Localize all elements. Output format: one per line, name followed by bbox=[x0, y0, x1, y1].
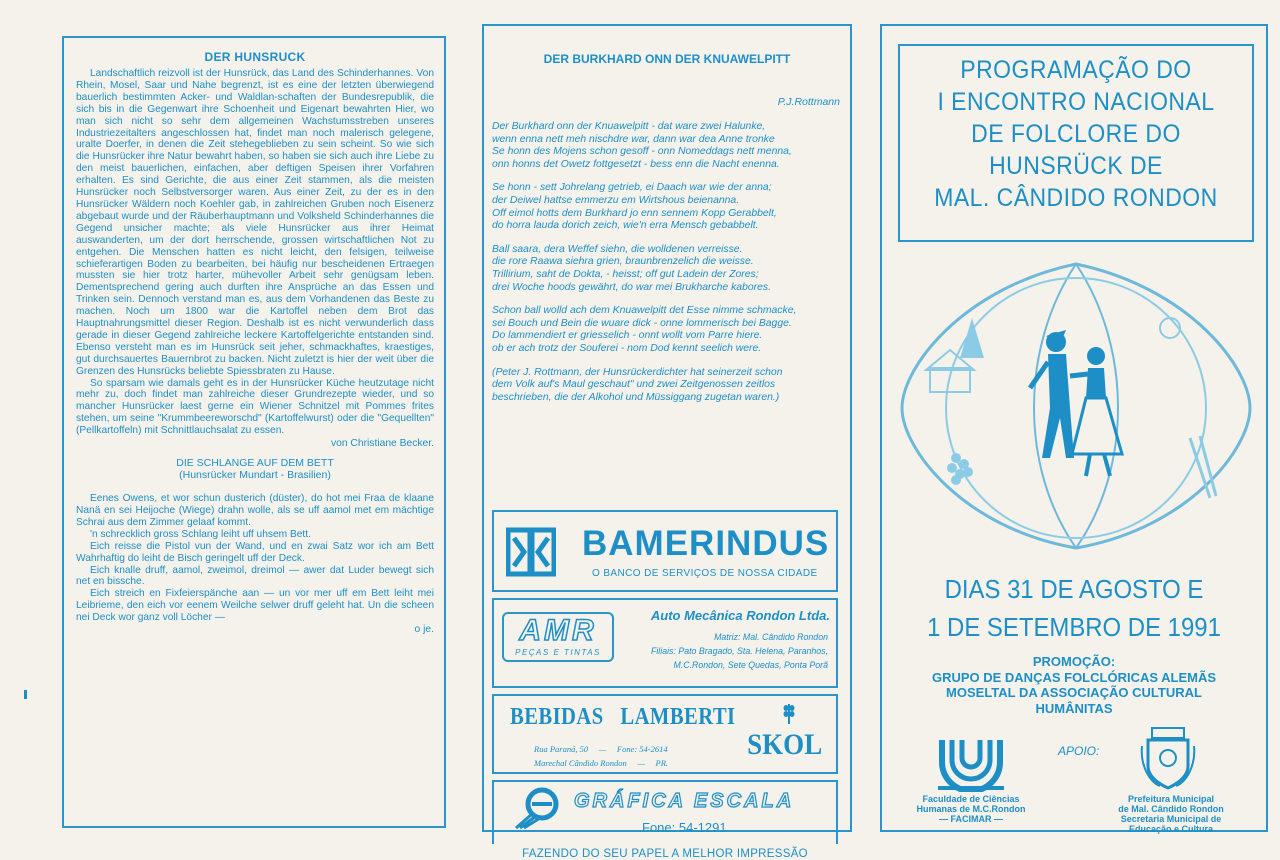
stanza-1 bbox=[492, 121, 840, 171]
title-line: HUNSRÜCK DE bbox=[989, 152, 1163, 180]
bamerindus-ad bbox=[492, 510, 838, 592]
poem2-title: DER BURKHARD ONN DER KNUAWELPITT bbox=[543, 52, 791, 66]
prefeitura-name bbox=[1096, 794, 1246, 834]
verse-line: wenn enna nett meh nischdre war, dann war dea Anne tronke bbox=[492, 133, 775, 145]
grafica-phone: Fone: 54-1291 bbox=[642, 820, 727, 835]
amr-address-line: Filiais: Pato Bragado, Sta. Helena, Paranhos, bbox=[650, 646, 828, 656]
verse-line: Do lammendiert er griesselich - onnt wollt vom Parre hiere. bbox=[492, 330, 763, 342]
bamerindus-slogan: O BANCO DE SERVIÇOS DE NOSSA CIDADE bbox=[592, 568, 818, 579]
verse-line: Off eimol hotts dem Burkhard jo enn sennem Kopp Gerabbelt, bbox=[492, 207, 777, 219]
lamberti-address bbox=[534, 742, 668, 770]
bamerindus-logo-icon bbox=[506, 526, 556, 578]
promo-line: HUMÂNITAS bbox=[1035, 700, 1113, 716]
grafica-name: GRÁFICA ESCALA bbox=[574, 790, 795, 812]
verse-line: (Peter J. Rottmann, der Hunsrückerdichter hat seinerzeit schon bbox=[492, 366, 783, 378]
amr-logo-sub: PEÇAS E TINTAS bbox=[515, 648, 601, 657]
poem2-author: P.J.Rottmann bbox=[777, 96, 840, 108]
promo-line: MOSELTAL DA ASSOCIAÇÃO CULTURAL bbox=[946, 685, 1202, 700]
folk-dancers-emblem-icon bbox=[900, 258, 1252, 554]
title-line: MAL. CÂNDIDO RONDON bbox=[934, 184, 1218, 212]
program-title-box bbox=[898, 44, 1254, 242]
poem-line: Eich knalle druff, aamol, zweimol, dreimol — awer dat Luder bewegt sich net en bissche. bbox=[76, 564, 434, 588]
stanza-note bbox=[492, 367, 840, 405]
poem-line: Eich streich en Fixfeierspänche aan — un vor mer uff em Bett leiht mei Leibrieme, den eich vor eenem Weilche selwer druff geleht hat. Un die scheen nei Deck wor ganz voll Löcher — bbox=[76, 588, 434, 624]
verse-line: onn honns det Owetz fottgesetzt - bess enn die Nacht enenna. bbox=[492, 158, 780, 170]
promotion-block bbox=[882, 654, 1266, 716]
verse-line: Se honn des Mojens schon gesoff - onn Nomeddags nett menna, bbox=[492, 146, 792, 158]
poem-subtitle: (Hunsrücker Mundart - Brasilien) bbox=[179, 469, 331, 482]
skol-brand: SKOL bbox=[746, 728, 822, 761]
title-line: DE FOLCLORE DO bbox=[971, 120, 1181, 148]
verse-line: drei Woche hoods gewährt, do war mei Brukharche kabores. bbox=[492, 281, 771, 293]
article-paragraph-1: Landschaftlich reizvoll ist der Hunsrück, das Land des Schinderhannes. Von Rhein, Mosel, Saar und Nahe begrenzt, ist es eine der letzten überwiegend bauerlich bestimmten Acker- und Waldlan-schaften der Bundesrepublik, die sich bis in die Gegenwart ihre Schoenheit und Eigenart bewahrten Hier, wo man sich nicht so sehr dem allgemeinen Wachstumsstreben unseres Industriezeitalters angeschlossen hat, findet man noch malerisch gelegene, uralte Doerfer, in denen die Zeit stehegeblieben zu sein scheint. So wie sich die Hunsrücker ihre Natur bewahrt haben, so haben sie sich auch ihre Liebe zu den meist bauerlichen, einfachen, aber deftigen Speisen ihrer Vorfahren erhalten. Es sind Gerichte, die aus einer Zeit stammen, als die meisten Hunsrücker noch Selbstversorger waren. Aus einer Zeit, zu der es in den Hunsrücker Wäldern noch Koehler gab, in zahlreichen Gruben noch Eisenerz abgebaut wurde und der Räuberhauptmann und Volksheld Schinderhannes die Gegend unsicher machte; als viele Hunsrücker aus ihrer Heimat auswanderten, um der dort herrschende, grossen wirtschaftlichen Not zu entgehen. Die Menschen hatten es nicht leicht, den felsigen, teilweise schieferartigen Boden zu bearbeiten, bei häufig nur bescheidenen Ertraegen mussten sie hier trotz harter, mühevoller Arbeit sehr genügsam leben. Dementsprechend gering auch durften ihre Ansprüche an das Essen und Trinken sein. Dennoch verstand man es, aus dem Vorhandenen das Beste zu machen. Noch um 1800 war die Kartoffel neben dem Brot das Hauptnahrungsmittel dieser Region. Deshalb ist es nicht verwunderlich dass gerade in dieser Gegend zahlreiche leckere Kartoffelgerichte entstanden sind. Ebenso versteht man es im Hunsrück seit jeher, schmackhaftes, kraestiges, gut durchsauertes Bauernbrot zu backen. Nicht zuletzt is hier der weit über die Grenzen des Hunsrücks beliebte Spiessbraten zu Hause. bbox=[76, 68, 434, 377]
event-dates bbox=[897, 570, 1250, 646]
article-paragraph-2: So sparsam wie damals geht es in der Hunsrücker Küche heutzutage nicht mehr zu, doch findet man zahlreiche dieser Grundrezepte wieder, und so mancher Hunsrücker laest gerne ein Wiener Schnitzel mit Pommes frites stehen, um seine "Krummbeereworschd" (Kartoffelwurst) oder die "Gequellten" (Pellkartoffeln) mit Schnittlauchsalat zu essen. bbox=[76, 377, 434, 437]
prefeitura-line: Prefeitura Municipal bbox=[1127, 794, 1215, 804]
article-title: DER HUNSRUCK bbox=[204, 50, 306, 64]
municipal-crest-icon bbox=[1140, 726, 1196, 790]
wheat-icon bbox=[782, 702, 796, 724]
bamerindus-name: BAMERINDUS bbox=[582, 524, 830, 563]
stanza-3 bbox=[492, 244, 840, 294]
facimar-line: Faculdade de Ciências bbox=[922, 794, 1020, 804]
verse-line: ob er ach trotz der Souferei - nom Dod kennt seelich were. bbox=[492, 342, 762, 354]
poem-body bbox=[76, 493, 434, 624]
poem-line: 'n schrecklich gross Schlang leiht uff uhsem Bett. bbox=[90, 528, 311, 540]
prefeitura-line: Educação e Cultura bbox=[1128, 824, 1214, 834]
date-line: 1 DE SETEMBRO DE 1991 bbox=[927, 612, 1221, 642]
lamberti-address-line: Rua Paraná, 50 — Fone: 54-2614 bbox=[534, 744, 668, 754]
poem-line: Eenes Owens, et wor schun dusterich (düster), do hot mei Fraa de klaane Nanä en sei Heijoche (Wiege) drahn wolle, als se uff aamol met em mächtige Schrai aus dem Zimmer gelaaf kommt. bbox=[76, 493, 434, 528]
amr-address-line: Matriz: Mal. Cândido Rondon bbox=[714, 632, 828, 642]
facimar-name bbox=[892, 794, 1050, 824]
grafica-logo-icon bbox=[512, 784, 562, 830]
date-line: DIAS 31 DE AGOSTO E bbox=[944, 574, 1204, 604]
ink-mark bbox=[24, 690, 27, 699]
lamberti-address-line: Marechal Cândido Rondon — PR. bbox=[534, 758, 669, 768]
lamberti-name: BEBIDAS LAMBERTI bbox=[510, 704, 736, 730]
cover-panel bbox=[880, 24, 1268, 832]
promo-line: PROMOÇÃO: bbox=[1032, 654, 1116, 669]
poem2-verses bbox=[492, 121, 840, 415]
promo-line: GRUPO DE DANÇAS FOLCLÓRICAS ALEMÃS bbox=[931, 669, 1217, 685]
verse-line: sei Bouch und Bein die wuare dick - onne lommerisch bei Bagge. bbox=[492, 317, 792, 329]
verse-line: beschrieben, die der Alkohol und Müssiggang zugetan waren.) bbox=[492, 391, 780, 403]
verse-line: Se honn - sett Johrelang getrieb, ei Daach war wie der anna; bbox=[492, 182, 772, 194]
facimar-line: — FACIMAR — bbox=[939, 814, 1003, 824]
grafica-ad bbox=[492, 780, 838, 860]
facimar-logo-icon bbox=[936, 736, 1006, 792]
amr-ad bbox=[492, 598, 838, 688]
amr-address bbox=[651, 630, 828, 672]
support-label: APOIO: bbox=[1058, 744, 1100, 758]
prefeitura-line: Secretaria Municipal de bbox=[1120, 814, 1222, 824]
verse-line: der Deiwel hattse emmerzu em Wirtshous beienanna. bbox=[492, 194, 740, 206]
verse-line: Schon ball wolld ach dem Knuawelpitt det Esse nimme schmacke, bbox=[492, 305, 797, 317]
lamberti-ad bbox=[492, 694, 838, 774]
prefeitura-line: de Mal. Cândido Rondon bbox=[1118, 804, 1224, 814]
grafica-slogan: FAZENDO DO SEU PAPEL A MELHOR IMPRESSÃO bbox=[522, 848, 808, 860]
verse-line: Trillirium, saht de Dokta, - heisst; off gut Ladein der Zores; bbox=[492, 268, 759, 280]
title-line: PROGRAMAÇÃO DO bbox=[960, 56, 1192, 84]
poem-end: o je. bbox=[414, 624, 434, 636]
amr-company-name: Auto Mecânica Rondon Ltda. bbox=[650, 608, 830, 623]
amr-address-line: M.C.Rondon, Sete Quedas, Ponta Porã bbox=[673, 660, 828, 670]
verse-line: die rore Raawa siehra grien, braunbrenzelich die weisse. bbox=[492, 256, 754, 268]
poem-and-ads-panel bbox=[482, 24, 852, 860]
verse-line: do horra lauda dorich zeich, wie'n erra Mensch gebabbelt. bbox=[492, 220, 759, 232]
title-line: I ENCONTRO NACIONAL bbox=[937, 88, 1215, 116]
poem-line: Eich reisse die Pistol vun der Wand, und en zwai Satz wor ich am Bett Wahrhaftig do leiht de Bisch geringelt uff der Deck. bbox=[76, 540, 434, 564]
stanza-2 bbox=[492, 182, 840, 232]
verse-line: Der Burkhard onn der Knuawelpitt - dat ware zwei Halunke, bbox=[492, 121, 766, 132]
hunsruck-article-panel bbox=[62, 36, 446, 828]
poem-title: DIE SCHLANGE AUF DEM BETT bbox=[176, 457, 334, 470]
verse-line: dem Volk auf's Maul geschaut" und zwei Zeitgenossen zeitlos bbox=[492, 379, 776, 391]
verse-line: Ball saara, dera Weffef siehn, die wolldenen verreisse. bbox=[492, 243, 743, 255]
amr-logo-text: AMR bbox=[519, 614, 597, 647]
facimar-line: Humanas de M.C.Rondon bbox=[916, 804, 1026, 814]
article-author: von Christiane Becker. bbox=[330, 438, 434, 450]
amr-logo bbox=[502, 612, 614, 662]
stanza-4 bbox=[492, 305, 840, 355]
